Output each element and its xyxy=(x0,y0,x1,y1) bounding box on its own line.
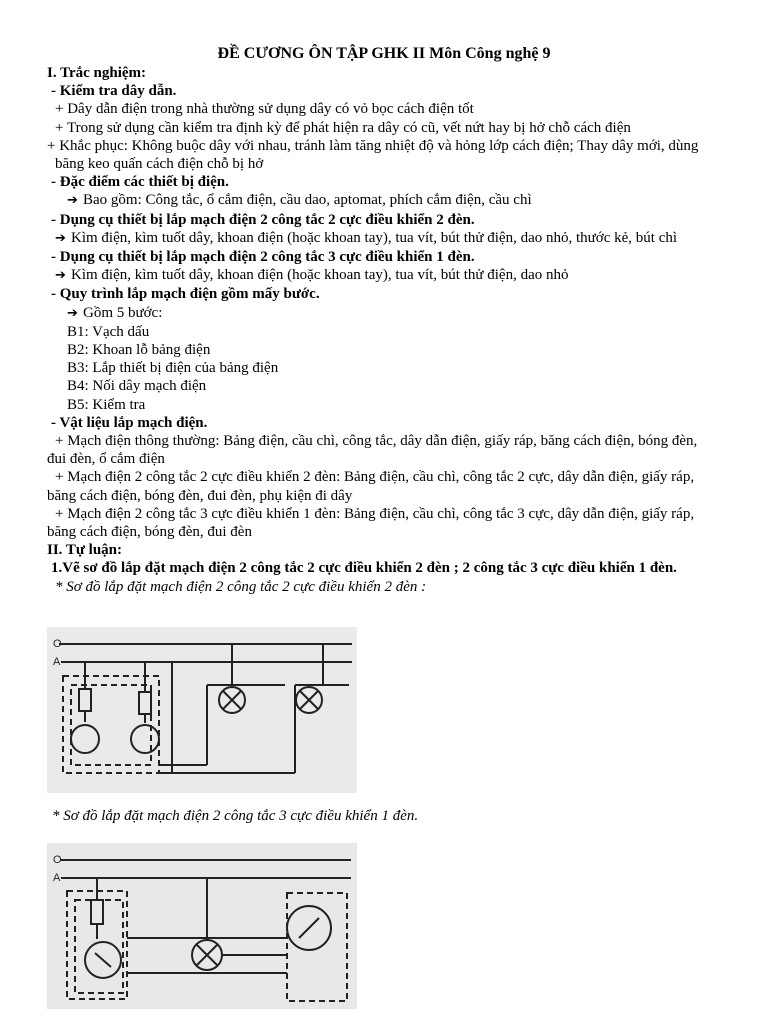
section-1-heading: I. Trắc nghiệm: xyxy=(47,65,147,81)
devices-text-value: Bao gồm: Công tắc, ổ cắm điện, cầu dao, aptomat, phích cắm điện, cầu chì xyxy=(83,192,532,209)
diagram-1-caption: * Sơ đồ lắp đặt mạch điện 2 công tắc 2 cực điều khiển 2 đèn : xyxy=(55,578,427,595)
question-1: 1.Vẽ sơ đồ lắp đặt mạch điện 2 công tắc 2 cực điều khiển 2 đèn ; 2 công tắc 3 cực điều khiển 1 đèn. xyxy=(51,560,677,577)
tools-3pole-text-value: Kìm điện, kìm tuốt dây, khoan điện (hoặc khoan tay), tua vít, bút thử điện, dao nhỏ xyxy=(71,267,569,284)
tools-2pole-text-value: Kìm điện, kìm tuốt dây, khoan điện (hoặc khoan tay), tua vít, bút thử điện, dao nhỏ, thước kẻ, bút chì xyxy=(71,229,678,246)
check-wire-item-3: + Khắc phục: Không buộc dây với nhau, tránh làm tăng nhiệt độ và hỏng lớp cách điện; Thay dây mới, dùng băng keo quấn cách điện chỗ bị hở xyxy=(47,137,699,173)
tools-2pole-heading: - Dụng cụ thiết bị lắp mạch điện 2 công tắc 2 cực điều khiển 2 đèn. xyxy=(51,211,475,228)
diagram-2-caption: * Sơ đồ lắp đặt mạch điện 2 công tắc 3 cực điều khiển 1 đèn. xyxy=(52,808,419,824)
check-wire-item-1: + Dây dẫn điện trong nhà thường sử dụng dây có vỏ bọc cách điện tốt xyxy=(55,101,474,118)
neutral-label: O xyxy=(53,854,62,866)
right-arrow-icon: ➔ xyxy=(67,305,78,321)
section-2-heading: II. Tự luận: xyxy=(47,542,123,559)
tools-2pole-text xyxy=(47,229,717,248)
right-arrow-icon: ➔ xyxy=(55,268,66,284)
document-body xyxy=(47,64,717,596)
phase-label: A xyxy=(53,656,61,668)
devices-text xyxy=(47,191,717,210)
wiring-diagram-2-switch-2-lamp xyxy=(47,627,357,793)
check-wire-heading: - Kiểm tra dây dẫn. xyxy=(51,83,177,100)
right-arrow-icon: ➔ xyxy=(67,193,78,209)
phase-label: A xyxy=(53,872,61,884)
materials-heading: - Vật liệu lắp mạch điện. xyxy=(51,414,208,431)
procedure-intro-value: Gồm 5 bước: xyxy=(83,304,163,321)
procedure-step-4: B4: Nối dây mạch điện xyxy=(67,378,207,395)
procedure-step-2: B2: Khoan lỗ bảng điện xyxy=(67,342,211,359)
materials-item-1: + Mạch điện thông thường: Bảng điện, cầu chì, công tắc, dây dẫn điện, giấy ráp, băng cách điện, bóng đèn, đui đèn, ổ cắm điện xyxy=(47,433,698,468)
procedure-step-1: B1: Vạch dấu xyxy=(67,323,150,340)
procedure-heading: - Quy trình lắp mạch điện gồm mấy bước. xyxy=(51,286,320,303)
devices-heading: - Đặc điểm các thiết bị điện. xyxy=(51,174,229,191)
procedure-step-5: B5: Kiểm tra xyxy=(67,396,146,413)
wiring-diagram-2-switch-3-pole xyxy=(47,843,357,1009)
tools-3pole-text xyxy=(47,266,717,285)
materials-item-2: + Mạch điện 2 công tắc 2 cực điều khiển 2 đèn: Bảng điện, cầu chì, công tắc 2 cực, dây dẫn điện, giấy ráp, băng cách điện, bóng đèn, đui đèn, phụ kiện đi dây xyxy=(47,469,695,504)
procedure-step-3: B3: Lắp thiết bị điện của bảng điện xyxy=(67,360,279,377)
procedure-intro xyxy=(47,304,717,323)
materials-item-3: + Mạch điện 2 công tắc 3 cực điều khiển 1 đèn: Bảng điện, cầu chì, công tắc 3 cực, dây dẫn điện, giấy ráp, băng cách điện, bóng đèn, đui đèn xyxy=(47,505,695,541)
neutral-label: O xyxy=(53,638,62,650)
check-wire-item-2: + Trong sử dụng cần kiểm tra định kỳ để phát hiện ra dây có cũ, vết nứt hay bị hở chỗ cách điện xyxy=(55,119,631,136)
tools-3pole-heading: - Dụng cụ thiết bị lắp mạch điện 2 công tắc 3 cực điều khiển 1 đèn. xyxy=(51,249,475,266)
right-arrow-icon: ➔ xyxy=(55,230,66,246)
document-title: ĐỀ CƯƠNG ÔN TẬP GHK II Môn Công nghệ 9 xyxy=(217,45,551,62)
